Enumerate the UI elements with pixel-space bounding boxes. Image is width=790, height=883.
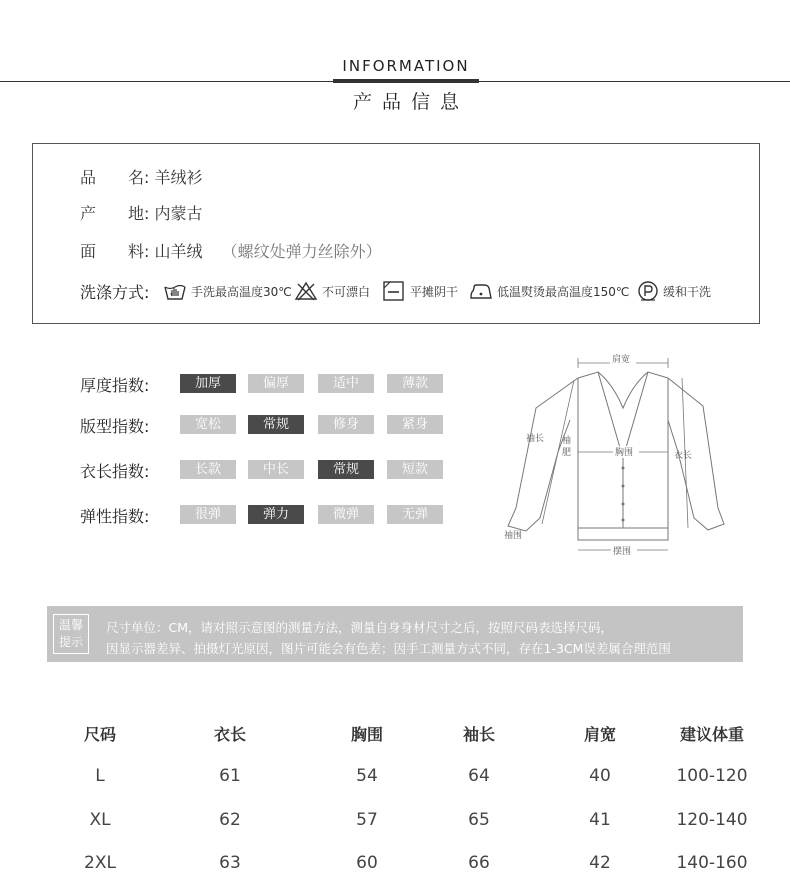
size-table-cell: 41 [589,810,611,830]
chest-label: 胸围 [615,448,634,458]
size-table-cell: 66 [468,853,490,873]
size-table-cell: 57 [356,810,378,830]
size-table-header: 袖长 [462,725,495,744]
care-item-flat-dry [382,280,458,302]
size-table-cell: 120-140 [676,810,748,830]
flat-dry-shade-icon [382,281,406,301]
info-key: 产 地: [80,204,150,223]
hem-band [578,528,668,540]
index-chip: 紧身 [387,415,443,434]
title-en: INFORMATION [342,57,470,75]
index-label: 衣长指数: [80,462,150,481]
size-table-cell: 140-160 [676,853,748,873]
index-chip: 长款 [180,460,236,479]
index-chip: 宽松 [180,415,236,434]
header-accent-bar [333,79,479,83]
size-table-header: 尺码 [83,725,116,744]
size-table-cell: L [95,766,105,786]
size-table-cell: 62 [219,810,241,830]
shoulder-label: 肩宽 [612,355,631,365]
sleeve-width-label-2: 肥 [562,448,572,458]
size-table-header: 建议体重 [679,725,744,744]
size-table-cell: 42 [589,853,611,873]
info-row-name [80,165,203,188]
size-table-cell: 65 [468,810,490,830]
index-label: 版型指数: [80,417,150,436]
care-label: 洗涤方式: [80,283,150,302]
care-text: 手洗最高温度30℃ [191,284,292,299]
size-table-header: 胸围 [350,725,383,744]
size-table-cell: 60 [356,853,378,873]
dry-clean-p-icon [637,280,659,302]
title-cn: 产品信息 [352,91,469,113]
index-chip: 薄款 [387,374,443,393]
size-table-cell: 40 [589,766,611,786]
care-text: 缓和干洗 [663,284,712,299]
info-key: 面 料: [80,242,150,261]
size-table-cell: 100-120 [676,766,748,786]
size-table-cell: 63 [219,853,241,873]
index-chip: 修身 [318,415,374,434]
index-chip: 中长 [248,460,304,479]
cuff-label: 袖围 [504,531,523,541]
index-chip: 偏厚 [248,374,304,393]
hand-wash-icon [163,281,187,301]
length-label: 衣长 [674,451,693,461]
hem-label: 摆围 [613,547,632,557]
index-chip: 无弹 [387,505,443,524]
index-chip: 微弹 [318,505,374,524]
index-chip: 很弹 [180,505,236,524]
index-chip: 常规 [248,415,304,434]
index-chip: 弹力 [248,505,304,524]
no-bleach-icon [294,281,318,301]
care-text: 平摊阴干 [410,284,459,299]
garment-measurement-diagram [498,348,738,560]
collar-shape [578,372,668,408]
index-label: 厚度指数: [80,376,150,395]
size-table-header: 肩宽 [583,725,616,744]
info-note: （螺纹处弹力丝除外） [221,242,382,261]
care-text: 低温熨烫最高温度150℃ [497,284,630,299]
size-table-cell: 61 [219,766,241,786]
care-item-no-bleach [294,280,370,302]
info-row-origin [80,201,203,224]
size-table-cell: 2XL [84,853,116,873]
index-label: 弹性指数: [80,507,150,526]
info-key: 品 名: [80,168,150,187]
sleeve-width-label-1: 袖 [562,436,572,446]
notice-banner [47,606,743,662]
size-table-cell: XL [89,810,111,830]
care-text: 不可漂白 [322,284,371,299]
index-chip: 适中 [318,374,374,393]
care-item-hand-wash [163,280,292,302]
notice-line: 尺寸单位：CM，请对照示意图的测量方法，测量自身身材尺寸之后，按照尺码表选择尺码， [106,620,614,635]
info-value: 内蒙古 [154,204,203,223]
index-chip: 加厚 [180,374,236,393]
v-neck [598,372,648,458]
index-chip: 短款 [387,460,443,479]
notice-line: 因显示器差异、拍摄灯光原因，图片可能会有色差；因手工测量方式不同，存在1-3CM误差属合理范围 [106,641,671,656]
notice-tag-line: 提示 [58,635,83,649]
size-table-header: 衣长 [213,725,246,744]
notice-tag-line: 温馨 [58,618,83,632]
low-iron-icon [469,281,493,301]
info-value: 羊绒衫 [154,168,203,187]
care-item-dry-clean [637,280,711,302]
care-item-low-iron [469,280,629,302]
info-value: 山羊绒 [154,242,203,261]
index-chip: 常规 [318,460,374,479]
size-table-cell: 64 [468,766,490,786]
info-row-material [80,239,382,262]
sleeve-length-label: 袖长 [526,434,545,444]
notice-tag [53,614,89,654]
size-table-cell: 54 [356,766,378,786]
